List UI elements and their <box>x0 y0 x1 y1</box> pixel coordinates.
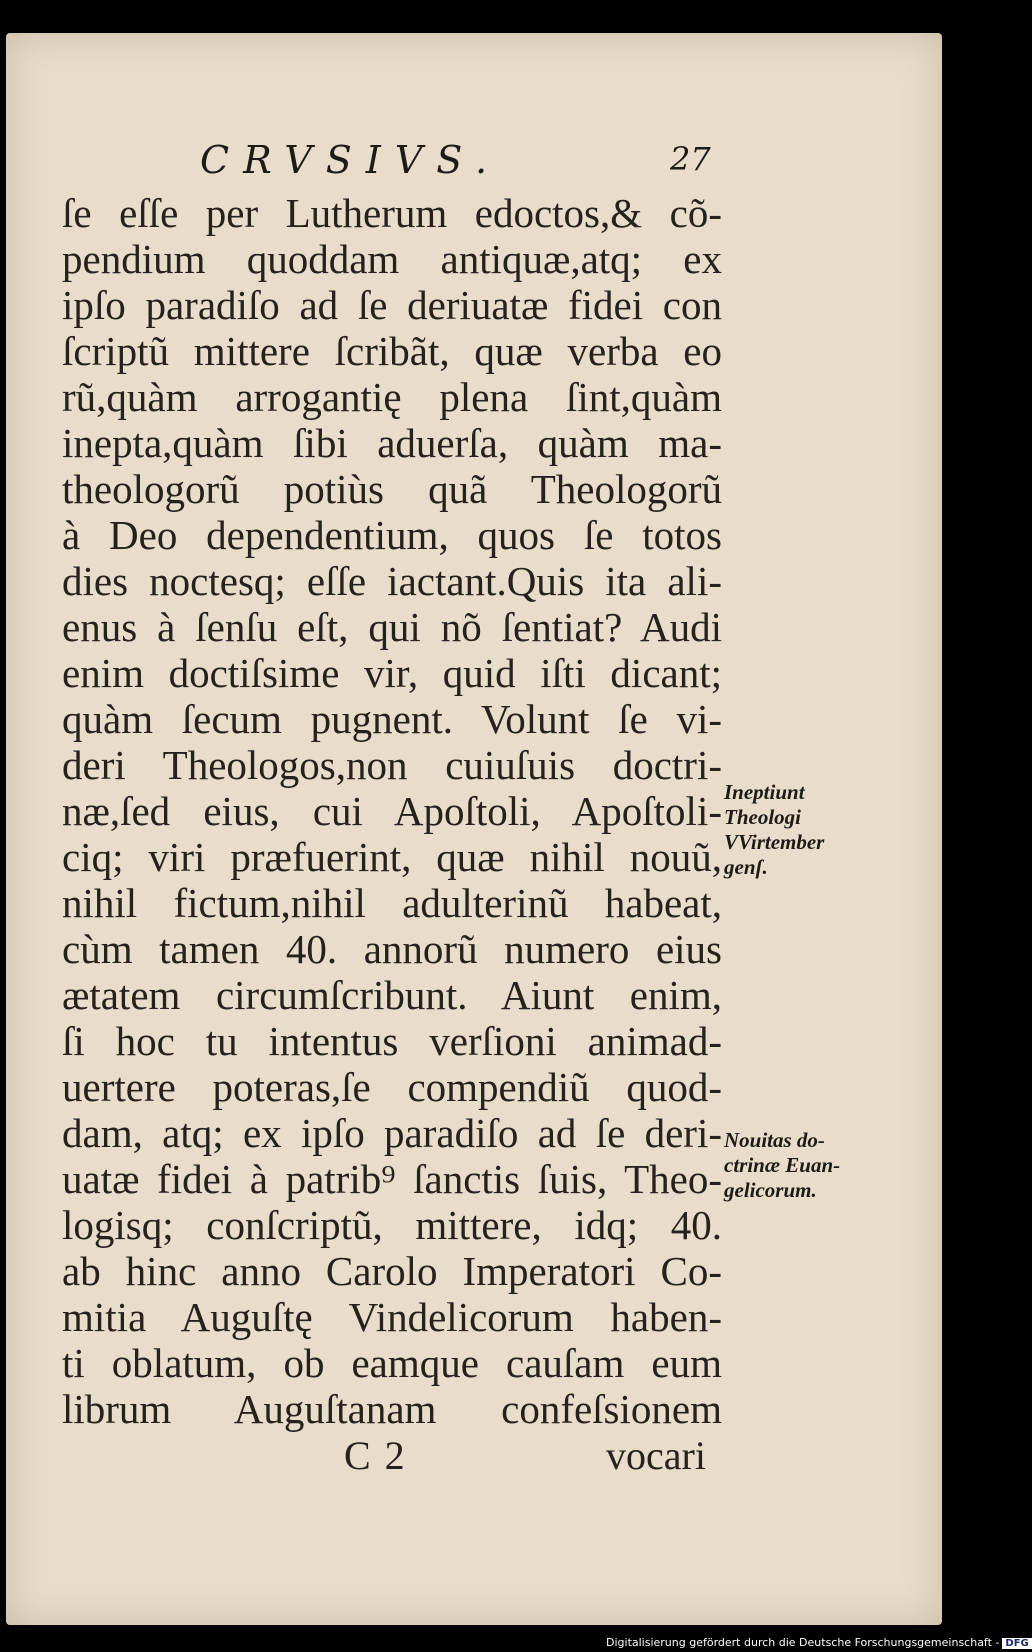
margin-note-line: Ineptiunt <box>724 780 805 804</box>
body-line: uatæ fidei à patrib⁹ ſanctis ſuis, Theo- <box>62 1156 722 1202</box>
margin-note-ineptiunt <box>724 780 824 880</box>
body-line: ſi hoc tu intentus verſioni animad- <box>62 1018 722 1064</box>
body-text <box>62 190 722 1432</box>
body-line: quàm ſecum pugnent. Volunt ſe vi- <box>62 696 722 742</box>
body-line: inepta,quàm ſibi aduerſa, quàm ma- <box>62 420 722 466</box>
body-line: dies noctesq; eſſe iactant.Quis ita ali- <box>62 558 722 604</box>
body-line: rũ,quàm arrogantię plena ſint,quàm <box>62 374 722 420</box>
digitization-credit <box>606 1636 1032 1649</box>
margin-note-line: ctrinæ Euan- <box>724 1153 841 1177</box>
body-line: logisq; conſcriptũ, mittere, idq; 40. <box>62 1202 722 1248</box>
body-line: enus à ſenſu eſt, qui nõ ſentiat? Audi <box>62 604 722 650</box>
body-line: ſe eſſe per Lutherum edoctos,& cõ- <box>62 190 722 236</box>
body-line: ciq; viri præfuerint, quæ nihil nouũ, <box>62 834 722 880</box>
margin-note-line: genſ. <box>724 855 768 879</box>
body-line: ti oblatum, ob eamque cauſam eum <box>62 1340 722 1386</box>
body-line: dam, atq; ex ipſo paradiſo ad ſe deri- <box>62 1110 722 1156</box>
body-line: ab hinc anno Carolo Imperatori Co- <box>62 1248 722 1294</box>
credit-text: Digitalisierung gefördert durch die Deutsche Forschungsgemeinschaft - <box>606 1636 1000 1649</box>
running-title: CRVSIVS. <box>200 138 502 182</box>
margin-note-line: VVirtember <box>724 830 825 854</box>
body-line: nihil fictum,nihil adulterinũ habeat, <box>62 880 722 926</box>
body-line: uertere poteras,ſe compendiũ quod- <box>62 1064 722 1110</box>
signature-mark: C 2 <box>344 1433 407 1478</box>
dfg-logo: DFG <box>1002 1638 1031 1649</box>
margin-note-line: Nouitas do- <box>724 1128 825 1152</box>
body-line: theologorũ potiùs quã Theologorũ <box>62 466 722 512</box>
body-line: librum Auguſtanam confeſsionem <box>62 1386 722 1432</box>
body-line: enim doctiſsime vir, quid iſti dicant; <box>62 650 722 696</box>
body-line: ſcriptũ mittere ſcribãt, quæ verba eo <box>62 328 722 374</box>
page-number: 27 <box>670 140 711 178</box>
margin-note-nouitas <box>724 1128 840 1203</box>
body-line: ipſo paradiſo ad ſe deriuatæ fidei con <box>62 282 722 328</box>
catchword: vocari <box>606 1433 706 1478</box>
body-line: deri Theologos,non cuiuſuis doctri- <box>62 742 722 788</box>
body-line: à Deo dependentium, quos ſe totos <box>62 512 722 558</box>
body-line: cùm tamen 40. annorũ numero eius <box>62 926 722 972</box>
body-line: ætatem circumſcribunt. Aiunt enim, <box>62 972 722 1018</box>
margin-note-line: gelicorum. <box>724 1178 817 1202</box>
body-line: pendium quoddam antiquæ,atq; ex <box>62 236 722 282</box>
body-line: mitia Auguſtę Vindelicorum haben- <box>62 1294 722 1340</box>
margin-note-line: Theologi <box>724 805 801 829</box>
body-line: næ,ſed eius, cui Apoſtoli, Apoſtoli- <box>62 788 722 834</box>
